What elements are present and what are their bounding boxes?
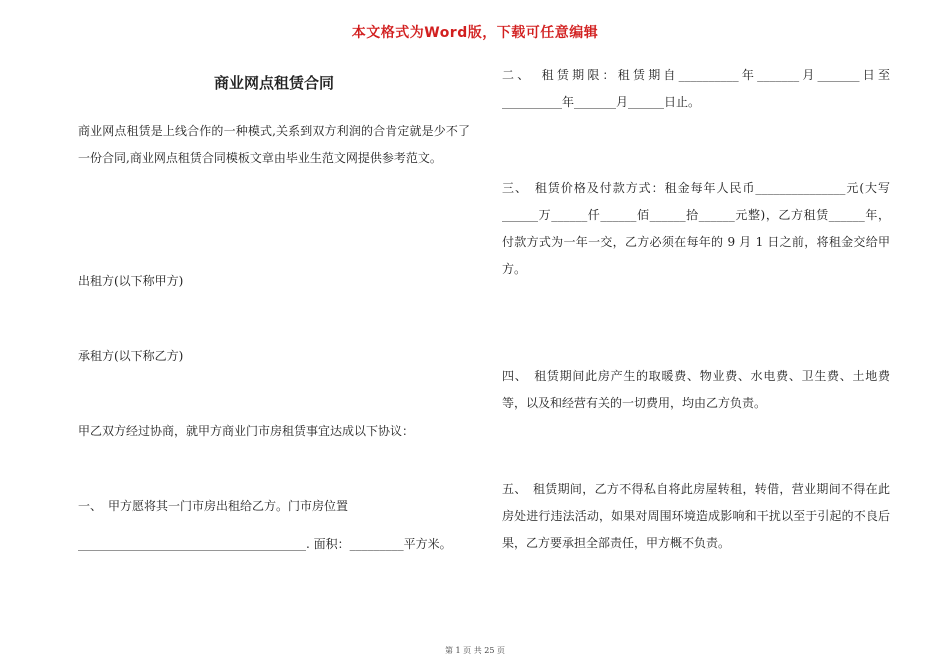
- agreement-line: 甲乙双方经过协商，就甲方商业门市房租赁事宜达成以下协议：: [78, 424, 415, 438]
- lessor-line: 出租方(以下称甲方): [78, 274, 184, 288]
- document-title: 商业网点租赁合同: [213, 74, 334, 92]
- word-format-banner: 本文格式为Word版，下载可任意编辑: [351, 25, 599, 41]
- clause-3: 三、 租赁价格及付款方式：租金每年人民币_______________元(大写______万______仟______佰______拾______元整)，乙方租赁______年，付款方式为一年一交，乙方必须在每年的 9 月 1 日之前，将租金交给甲方。: [502, 181, 890, 276]
- clause-2: 二、 租赁期限：租赁期自__________年_______月_______日至__________年_______月______日止。: [502, 68, 890, 109]
- intro-paragraph: 商业网点租赁是上线合作的一种模式,关系到双方利润的合肯定就是少不了一份合同,商业网点租赁合同模板文章由毕业生范文网提供参考范文。: [78, 124, 470, 165]
- page-number-footer: 第 1 页 共 25 页: [445, 646, 505, 655]
- clause-5: 五、 租赁期间，乙方不得私自将此房屋转租，转借，营业期间不得在此房处进行违法活动，如果对周围环境造成影响和干扰以至于引起的不良后果，乙方要承担全部责任，甲方概不负责。: [502, 482, 890, 550]
- lessee-line: 承租方(以下称乙方): [78, 349, 184, 363]
- clause-1-line-2: ______________________________________. 面积：_________平方米。: [78, 537, 452, 551]
- clause-4: 四、 租赁期间此房产生的取暖费、物业费、水电费、卫生费、土地费等，以及和经营有关的一切费用，均由乙方负责。: [502, 369, 890, 410]
- clause-1-line-1: 一、 甲方愿将其一门市房出租给乙方。门市房位置: [78, 499, 349, 513]
